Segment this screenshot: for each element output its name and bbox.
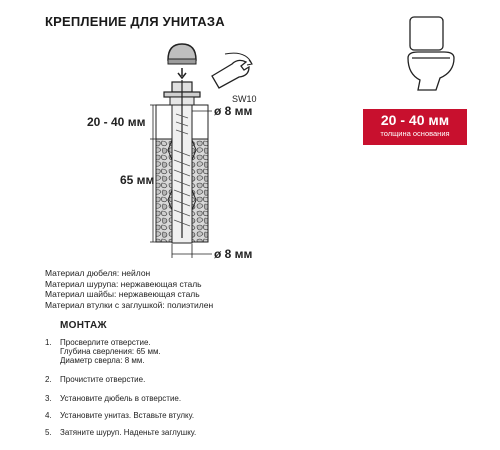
dim-anchor-depth: 65 мм — [120, 173, 155, 187]
page-title: КРЕПЛЕНИЕ ДЛЯ УНИТАЗА — [45, 14, 225, 29]
step-number: 2. — [45, 375, 52, 384]
step-number: 5. — [45, 428, 52, 437]
step-number: 3. — [45, 394, 52, 403]
dim-diameter-top: ø 8 мм — [214, 104, 253, 118]
base-thickness-badge — [363, 109, 467, 145]
step-number: 1. — [45, 338, 52, 347]
material-line: Материал дюбеля: нейлон — [45, 268, 151, 278]
dim-diameter-bottom: ø 8 мм — [214, 247, 253, 261]
step-text: Установите унитаз. Вставьте втулку. — [60, 411, 195, 420]
material-line: Материал шурупа: нержавеющая сталь — [45, 278, 202, 289]
step-text: Глубина сверления: 65 мм. — [60, 347, 161, 356]
dim-base-thickness: 20 - 40 мм — [87, 115, 146, 129]
step-text: Затяните шуруп. Наденьте заглушку. — [60, 428, 197, 437]
materials-list — [45, 268, 213, 310]
wrench-size-label: SW10 — [232, 94, 257, 104]
step-text: Просверлите отверстие. — [60, 338, 151, 347]
montage-title: МОНТАЖ — [60, 320, 107, 331]
badge-caption: толщина основания — [380, 129, 450, 138]
cap-icon — [168, 44, 196, 64]
wrench-icon — [212, 53, 252, 88]
step-text: Диаметр сверла: 8 мм. — [60, 356, 145, 365]
step-text: Прочистите отверстие. — [60, 375, 146, 384]
material-line: Материал шайбы: нержавеющая сталь — [45, 289, 200, 299]
toilet-icon — [408, 17, 454, 90]
step-number: 4. — [45, 411, 52, 420]
material-line: Материал втулки с заглушкой: полиэтилен — [45, 299, 214, 310]
step-text: Установите дюбель в отверстие. — [60, 394, 182, 403]
badge-value: 20 - 40 мм — [380, 112, 450, 128]
insert-arrow-icon — [178, 68, 186, 78]
